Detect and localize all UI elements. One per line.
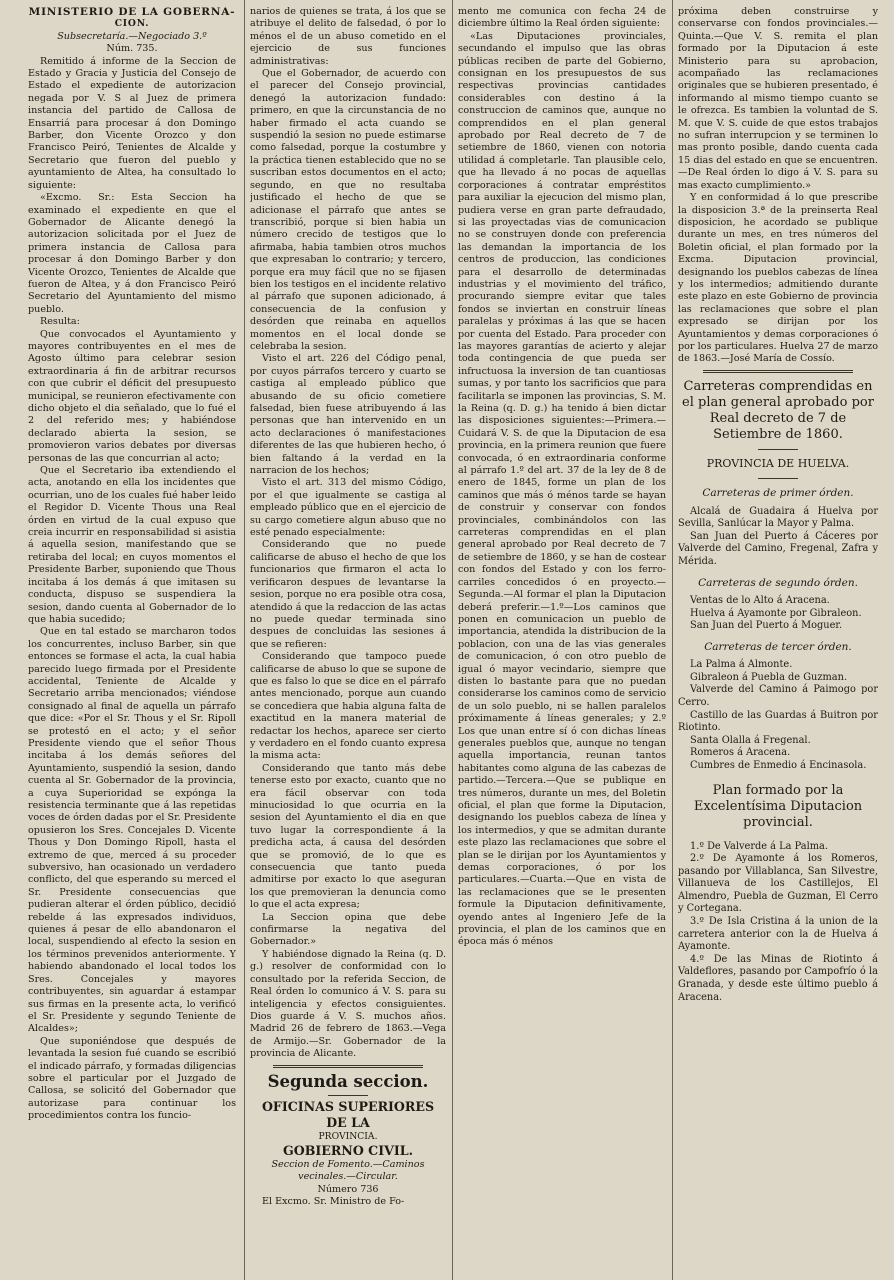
list-item: Ventas de lo Alto á Aracena. — [690, 594, 830, 606]
divider — [758, 478, 798, 479]
paragraph: Que el Secretario iba extendiendo el acta, anotando en ella los incidentes que ocurrian, uno de los cuales fué haber leido el Regidor D. Vicente Thous una Real órden en virtud de la cual expuso que creia incurrir en responsabilidad si asistia á aquella sesion, manifestando que se retiraba del local; en cuyos momentos el Presidente Barber, suponiendo que Thous incitaba á los demás á que imitasen su conducta, dispuso se suspendiera la sesion, dando cuenta al Gobernador de lo que habia sucedido; — [28, 465, 236, 625]
column-rule — [244, 0, 245, 1280]
paragraph: Considerando que tanto más debe tenerse esto por exacto, cuanto que no era fácil observar con toda minuciosidad lo que ocurria en la sesion del Ayuntamiento el dia en que tuvo lugar la correspondiente á la predicha acta, á causa del desórden que se promovió, de lo que es consecuencia que tanto pueda admitirse por exacto lo que aseguran los que premovieran la denuncia como lo que el acta expresa; — [250, 762, 446, 911]
column-4 — [678, 6, 878, 1004]
gobierno-civil-heading: GOBIERNO CIVIL. — [282, 1142, 413, 1158]
ministry-header: MINISTERIO DE LA GOBERNA- — [28, 6, 236, 18]
column-1 — [28, 6, 236, 1123]
tercer-orden-heading: Carreteras de tercer órden. — [704, 640, 852, 653]
divider — [758, 449, 798, 450]
paragraph: próxima deben construirse y conservarse con fondos provinciales.—Quinta.—Que V. S. remita el plan formado por la Diputacion á este Ministerio para su aprobacion, acompañado las reclamaciones originales que se hubieren presentado, é informando al mismo tiempo cuanto se le ofrezca. Es tambien la voluntad de S. M. que V. S. cuide de que estos trabajos no sufran interrupcion y se terminen lo mas pronto posible, dando cuenta cada 15 dias del estado en que se encuentren.—De Real órden lo digo á V. S. para su mas exacto cumplimiento.» — [678, 6, 878, 191]
list-item: 2.º De Ayamonte á los Romeros, pasando por Villablanca, San Silvestre, Villanueva de los Castillejos, El Almendro, Puebla de Guzman, El Cerro y Cortegana. — [678, 853, 878, 915]
segunda-seccion-heading: Segunda seccion. — [267, 1071, 429, 1091]
paragraph: Y habiéndose dignado la Reina (q. D. g.) resolver de conformidad con lo consultado por la referida Seccion, de Real órden lo comunico á V. S. para su inteligencia y efectos consiguientes. Dios guarde á V. S. muchos años. Madrid 26 de febrero de 1863.—Vega de Armijo.—Sr. Gobernador de la provincia de Alicante. — [250, 948, 446, 1060]
paragraph: Que suponiéndose que después de levantada la sesion fué cuando se escribió el indicado párrafo, y formadas diligencias sobre el particular por el Juzgado de Callosa, se solicitó del Gobernador que autorizase para continuar los procedimientos contra los funcio- — [28, 1035, 236, 1122]
paragraph: «Las Diputaciones provinciales, secundando el impulso que las obras públicas reciben de parte del Gobierno, consignan en los presupuestos de sus respectivas provincias cantidades considerables con destino á la construccion de caminos que, aunque no comprendidos en el plan general aprobado por Real decreto de 7 de setiembre de 1860, vienen con notoria utilidad á completarle. Tan plausible celo, que ha llevado á no pocas de aquellas corporaciones á contratar empréstitos para auxiliar la ejecucion del mismo plan, pudiera verse en gran parte defraudado, si las proyectadas vias de comunicacion no se construyen donde con preferencia las demandan la importancia de los centros de produccion, las condiciones para el desarrollo de determinadas industrias y el movimiento del tráfico, procurando siempre evitar que tales fondos se inviertan en construir líneas paralelas y próximas á las que se hacen por cuenta del Estado. Para proceder con las mayores garantías de acierto y alejar toda contingencia de que pueda ser infructuosa la inversion de tan cuantiosas sumas, y por tanto los sacrificios que para facilitarla se imponen las provincias, S. M. la Reina (q. D. g.) ha tenido á bien dictar las disposiciones siguientes:—Primera.—Cuidará V. S. de que la Diputacion de esa provincia, en la primera reunion que fuere convocada, ó en extraordinaria conforme al párrafo 1.º del art. 37 de la ley de 8 de enero de 1845, forme un plan de los caminos que más ó ménos tarde se hayan de construir y conservar con fondos provinciales, combinándolos con las carreteras comprendidas en el plan general aprobado por Real decreto de 7 de setiembre de 1860, y se han de costear con fondos del Estado y con los ferro-carriles concedidos ó en proyecto.—Segunda.—Al formar el plan la Diputacion deberá preferir.—1.º—Los caminos que ponen en comunicacion un pueblo de importancia, atendida la distribucion de la poblacion, con una de las vias generales de comunicacion, ó con otro pueblo de igual ó mayor vecindario, siempre que disten lo bastante para que no puedan considerarse los caminos como de servicio de un solo pueblo, ni se hallen paralelos próximamente á líneas generales; y 2.º Los que unan entre sí ó con dichas líneas generales pueblos que, aunque no tengan aquella importancia, reunan tantos habitantes como alguna de las cabezas de partido.—Tercera.—Que se publique en tres números, durante un mes, del Boletin oficial, el plan que forme la Diputacion, designando los pueblos cabeza de línea y los intermedios, y que se admitan durante este plazo las reclamaciones que sobre el plan se le dirijan por los Ayuntamientos y demas corporaciones, ó por los particulares.—Cuarta.—Que en vista de las reclamaciones que se le presenten formule la Diputacion definitivamente, oyendo antes al Ingeniero Jefe de la provincia, el plan de los caminos que en época más ó ménos — [458, 30, 666, 948]
list-item: Cumbres de Enmedio á Encinasola. — [690, 759, 867, 771]
number-735: Núm. 735. — [106, 43, 158, 55]
ministry-header-cont: CION. — [114, 18, 150, 30]
column-rule — [672, 0, 673, 1280]
paragraph: Visto el art. 226 del Código penal, por cuyos párrafos tercero y cuarto se castiga al empleado público que abusando de su oficio cometiere falsedad, bien fuese atribuyendo á las personas que han intervenido en un acto declaraciones ó manifestaciones diferentes de las que hubieren hecho, ó bien faltando á la verdad en la narracion de los hechos; — [250, 353, 446, 477]
primer-orden-heading: Carreteras de primer órden. — [702, 487, 854, 500]
oficinas-heading: OFICINAS SUPERIORES DE LA — [261, 1098, 435, 1130]
paragraph: Que el Gobernador, de acuerdo con el parecer del Consejo provincial, denegó la autorizacion fundado: primero, en que la circunstancia de no haber firmado el acta cuando se suspendió la sesion no puede estimarse como falsedad, porque la costumbre y la práctica tienen establecido que no se suscriban estos documentos en el acto; segundo, en que no resultaba justificado el hecho de que se adicionase el párrafo que antes se transcribió, porque si bien habia un número crecido de testigos que lo afirmaba, habia tambien otros muchos que expresaban lo contrario; y tercero, porque era muy fácil que no se fijasen bien los testigos en el incidente relativo al párrafo que suponen adicionado, á consecuencia de la confusion y desórden que reinaba en aquellos momentos en el local donde se celebraba la sesion. — [250, 68, 446, 352]
paragraph: Visto el art. 313 del mismo Código, por el que igualmente se castiga al empleado público que en el ejercicio de su cargo cometiere algun abuso que no esté penado especialmente: — [250, 477, 446, 539]
paragraph: Considerando que no puede calificarse de abuso el hecho de que los funcionarios que firmaron el acta lo verificaron despues de levantarse la sesion, porque no era posible otra cosa, atendido á que la redaccion de las actas no puede quedar terminada sino despues de concluidas las sesiones á que se refieren: — [250, 539, 446, 650]
list-item: 4.º De las Minas de Riotinto á Valdeflores, pasando por Campofrío ó la Granada, y desde este último pueblo á Aracena. — [678, 953, 878, 1003]
paragraph: narios de quienes se trata, á los que se atribuye el delito de falsedad, ó por lo ménos el de un abuso cometido en el ejercicio de sus funciones administrativas: — [250, 6, 446, 67]
seccion-fomento: Seccion de Fomento.—Caminos vecinales.—Circular. — [271, 1158, 425, 1183]
list-item: Alcalá de Guadaira á Huelva por Sevilla, Sanlúcar la Mayor y Palma. — [678, 505, 878, 530]
paragraph: Remitido á informe de la Seccion de Estado y Gracia y Justicia del Consejo de Estado el expediente de autorizacion negada por V. S al Juez de primera instancia del partido de Callosa de Ensarriá para procesar á don Domingo Barber, don Vicente Orozco y don Francisco Peiró, Tenientes de Alcalde y Secretario que fueron del pueblo y ayuntamiento de Altea, ha consultado lo siguiente: — [28, 55, 236, 191]
paragraph: La Seccion opina que debe confirmarse la negativa del Gobernador.» — [250, 911, 446, 948]
list-item: Santa Olalla á Fregenal. — [690, 734, 811, 746]
list-item: La Palma á Almonte. — [690, 659, 793, 671]
paragraph: Que convocados el Ayuntamiento y mayores contribuyentes en el mes de Agosto último para celebrar sesion extraordinaria á fin de arbitrar recursos con que cubrir el déficit del presupuesto municipal, se reunieron efectivamente con dicho objeto el dia señalado, que lo fué el 2 del referido mes; y habiéndose declarado abierta la sesion, se promovieron varios debates por diversas personas de las que concurrian al acto; — [28, 328, 236, 464]
paragraph: Resulta: — [40, 316, 80, 328]
list-item: Gibraleon á Puebla de Guzman. — [690, 671, 848, 683]
column-2 — [250, 6, 446, 1209]
list-item: Huelva á Ayamonte por Gibraleon. — [690, 607, 862, 619]
paragraph: Y en conformidad á lo que prescribe la disposicion 3.ª de la preinserta Real disposicion, he acordado se publique durante un mes, en tres números del Boletin oficial, el plan formado por la Excma. Diputacion provincial, designando los pueblos cabezas de línea y los intermedios; admitiendo durante este plazo en este Gobierno de provincia las reclamaciones que sobre el plan expresado se dirijan por los Ayuntamientos y demas corporaciones ó por los particulares. Huelva 27 de marzo de 1863.—José María de Cossío. — [678, 192, 878, 365]
list-item: San Juan del Puerto á Moguer. — [690, 620, 843, 632]
segundo-orden-heading: Carreteras de segundo órden. — [698, 576, 858, 589]
list-item: Romeros á Aracena. — [690, 747, 791, 759]
paragraph: Considerando que tampoco puede calificarse de abuso lo que se supone de que es falso lo que se dice en el párrafo antes mencionado, porque aun cuando se concediera que habia alguna falta de exactitud en la manera material de redactar los hechos, aparece ser cierto y verdadero en el fondo cuanto expresa la misma acta: — [250, 651, 446, 762]
provincia-heading: PROVINCIA. — [318, 1130, 378, 1142]
provincia-huelva-heading: PROVINCIA DE HUELVA. — [706, 456, 850, 470]
subsecretaria: Subsecretaría.—Negociado 3.º — [57, 30, 207, 42]
column-3 — [458, 6, 666, 949]
paragraph: «Excmo. Sr.: Esta Seccion ha examinado el expediente en que el Gobernador de Alicante denegó la autorizacion solicitada por el Juez de primera instancia de Callosa para procesar á don Domingo Barber y don Vicente Orozco, Tenientes de Alcalde que fueron de Altea, y á don Francisco Peiró Secretario del Ayuntamiento del mismo pueblo. — [28, 192, 236, 315]
column-rule — [452, 0, 453, 1280]
list-item: San Juan del Puerto á Cáceres por Valverde del Camino, Fregenal, Zafra y Mérida. — [678, 530, 878, 567]
paragraph: El Excmo. Sr. Ministro de Fo- — [262, 1196, 405, 1208]
list-item: 3.º De Isla Cristina á la union de la carretera anterior con la de Huelva á Ayamonte. — [678, 916, 878, 953]
list-item: Valverde del Camino á Paimogo por Cerro. — [678, 684, 878, 708]
divider — [328, 1095, 368, 1096]
list-item: Castillo de las Guardas á Buitron por Riotinto. — [678, 709, 878, 734]
paragraph: mento me comunica con fecha 24 de diciembre último la Real órden siguiente: — [458, 6, 666, 30]
plan-heading: Plan formado por la Excelentísima Diputacion provincial. — [693, 782, 863, 830]
paragraph: Que en tal estado se marcharon todos los concurrentes, incluso Barber, sin que entonces se formase el acta, la cual habia parecido luego firmada por el Presidente accidental, Teniente de Alcalde y Secretario arriba mencionados; viéndose consignado al final de aquella un párrafo que dice: «Por el Sr. Thous y el Sr. Ripoll se protestó en el acto; y el señor Presidente viendo que el señor Thous incitaba á los demás señores del Ayuntamiento, suspendió la sesion, dando cuenta al Sr. Gobernador de la provincia, a cuya Superioridad se expónga la resistencia terminante que á las repetidas voces de órden dadas por el Sr. Presidente opusieron los Sres. Concejales D. Vicente Thous y Don Domingo Ripoll, hasta el extremo de que, merced á su proceder subversivo, han ocasionado un verdadero conflicto, del que esperando su merced el Sr. Presidente consecuencias que pudieran alterar el órden público, decidió rebelde á las expresados individuos, quienes á pesar de ello abandonaron el local, suspendiendo al efecto la sesion en los términos prevenidos anteriormente. Y habiendo abandonado el local todos los Sres. Concejales y mayores contribuyentes, sin aguardar á estampar sus firmas en la presente acta, lo verificó el Sr. Presidente y segundo Teniente de Alcaldes»; — [28, 626, 236, 1035]
number-736: Número 736 — [317, 1183, 379, 1195]
list-item: 1.º De Valverde á La Palma. — [690, 840, 828, 852]
carreteras-heading: Carreteras comprendidas en el plan general aprobado por Real decreto de 7 de Setiembre de 1860. — [682, 378, 874, 442]
section-rule — [273, 1065, 423, 1068]
section-rule — [703, 370, 853, 373]
